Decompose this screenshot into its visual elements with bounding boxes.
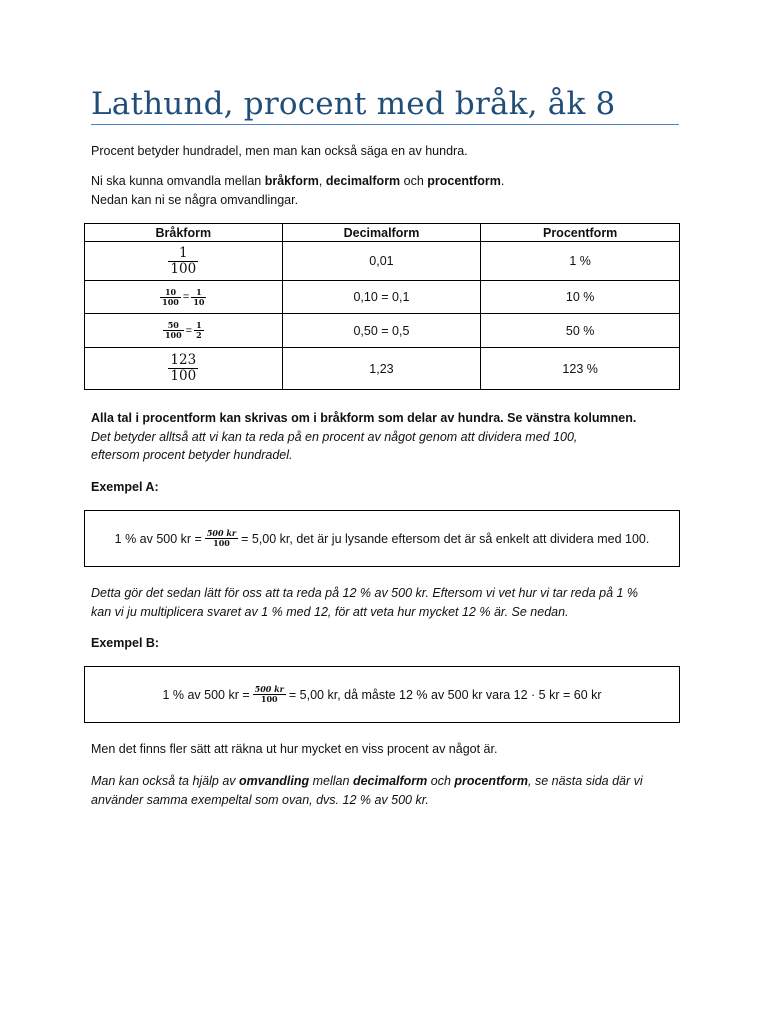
final-term-decimalform: decimalform	[352, 774, 428, 788]
percent-rule-paragraph: Alla tal i procentform kan skrivas om i bråkform som delar av hundra. Se vänstra kolumnen.	[91, 411, 637, 425]
example-a-heading: Exempel A:	[91, 480, 159, 494]
final-paragraph-line-1	[91, 772, 643, 791]
example-b-heading: Exempel B:	[91, 636, 160, 650]
final-text-g: , se nästa sida där vi	[528, 774, 643, 788]
final-term-omvandling: omvandling	[239, 774, 310, 788]
table-header-row	[85, 224, 680, 242]
fraction	[160, 288, 181, 307]
table-row	[85, 314, 680, 348]
intro-paragraph-3: Nedan kan ni se några omvandlingar.	[91, 193, 299, 207]
fraction-cell	[85, 242, 283, 281]
percent-cell: 50 %	[481, 314, 680, 348]
intro2-text-c: ,	[318, 174, 326, 188]
intro2-term-decimalform: decimalform	[325, 174, 401, 188]
intro2-term-brakform: bråkform	[264, 174, 319, 188]
table-header-decimalform: Decimalform	[282, 224, 481, 242]
final-paragraph-line-2: använder samma exempeltal som ovan, dvs. 12 % av 500 kr.	[91, 793, 429, 807]
decimal-cell: 0,50 = 0,5	[282, 314, 481, 348]
page-title: Lathund, procent med bråk, åk 8	[91, 86, 616, 122]
fraction-denominator: 10	[193, 296, 205, 307]
fraction-denominator: 100	[170, 260, 197, 277]
fraction	[191, 288, 206, 307]
final-term-procentform: procentform	[454, 774, 529, 788]
equals-sign: =	[185, 324, 193, 337]
table-row	[85, 242, 680, 281]
other-methods-paragraph: Men det finns fler sätt att räkna ut hur mycket en viss procent av något är.	[91, 742, 498, 756]
fraction-denominator: 100	[213, 538, 230, 548]
example-a-result: = 5,00 kr, det är ju lysande eftersom det är så enkelt att dividera med 100.	[241, 531, 650, 546]
table-row	[85, 348, 680, 390]
example-a-followup-line-1: Detta gör det sedan lätt för oss att ta reda på 12 % av 500 kr. Eftersom vi vet hur vi tar reda på 1 %	[91, 586, 639, 600]
percent-cell: 123 %	[481, 348, 680, 390]
fraction	[168, 353, 198, 384]
fraction	[168, 246, 198, 277]
explanation-line-2: eftersom procent betyder hundradel.	[91, 448, 293, 462]
fraction-numerator: 500 kr	[206, 528, 237, 539]
final-text-e: och	[427, 774, 455, 788]
intro-paragraph-1: Procent betyder hundradel, men man kan också säga en av hundra.	[91, 144, 468, 158]
example-a-prefix: 1 % av 500 kr =	[114, 531, 202, 546]
fraction-numerator: 10	[164, 286, 177, 297]
fraction	[163, 321, 184, 340]
fraction-denominator: 100	[170, 368, 197, 384]
table-header-brakform: Bråkform	[85, 224, 283, 242]
example-a-fraction	[205, 529, 238, 548]
title-underline	[91, 124, 679, 125]
fraction-numerator: 50	[167, 320, 179, 331]
intro2-text-e: och	[400, 174, 428, 188]
explanation-line-1: Det betyder alltså att vi kan ta reda på en procent av något genom att dividera med 100,	[91, 430, 578, 444]
fraction	[194, 321, 204, 340]
percent-cell: 1 %	[481, 242, 680, 281]
fraction-denominator: 100	[162, 296, 179, 307]
fraction-numerator: 1	[196, 286, 202, 297]
example-b-result: = 5,00 kr, då måste 12 % av 500 kr vara 12 · 5 kr = 60 kr	[288, 687, 602, 702]
fraction-denominator: 100	[260, 694, 278, 704]
decimal-cell: 1,23	[282, 348, 481, 390]
table-row	[85, 281, 680, 314]
example-b-prefix: 1 % av 500 kr =	[162, 687, 250, 702]
fraction-numerator: 1	[196, 320, 202, 331]
intro2-text-a: Ni ska kunna omvandla mellan	[91, 174, 265, 188]
example-a-followup-line-2: kan vi ju multiplicera svaret av 1 % med 12, för att veta hur mycket 12 % är. Se nedan.	[91, 605, 569, 619]
fraction-numerator: 123	[170, 352, 197, 369]
fraction-denominator: 2	[196, 330, 202, 340]
percent-cell: 10 %	[481, 281, 680, 314]
decimal-cell: 0,01	[282, 242, 481, 281]
fraction-cell	[85, 281, 283, 314]
fraction-numerator: 1	[179, 244, 188, 261]
fraction-denominator: 100	[164, 330, 182, 340]
intro2-term-procentform: procentform	[427, 174, 501, 188]
fraction-cell	[85, 348, 283, 390]
final-text-a: Man kan också ta hjälp av	[91, 774, 239, 788]
conversion-table	[84, 223, 680, 390]
final-text-c: mellan	[309, 774, 353, 788]
fraction-numerator: 500 kr	[254, 684, 284, 695]
decimal-cell: 0,10 = 0,1	[282, 281, 481, 314]
example-a-box	[84, 510, 680, 567]
fraction-cell	[85, 314, 283, 348]
table-header-procentform: Procentform	[481, 224, 680, 242]
equals-sign: =	[182, 291, 190, 303]
intro-paragraph-2	[91, 172, 504, 191]
example-b-box	[84, 666, 680, 723]
example-b-fraction	[253, 685, 286, 704]
intro2-text-g: .	[500, 174, 505, 188]
